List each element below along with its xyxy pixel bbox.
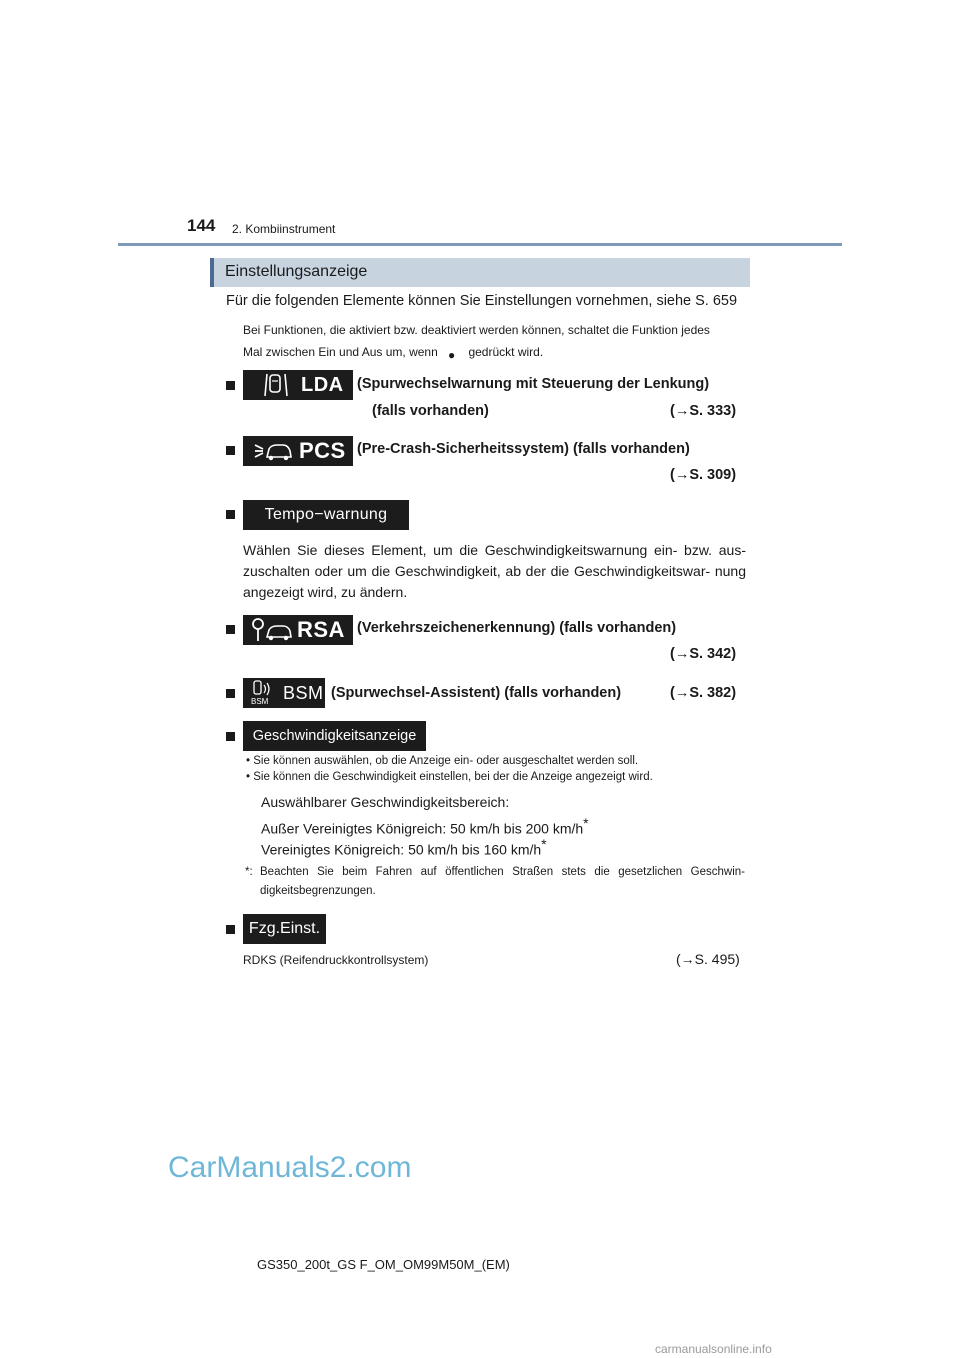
pcs-label: PCS: [299, 438, 346, 463]
lda-badge: [243, 370, 353, 400]
note-line-2: [243, 345, 543, 363]
vehicle-settings-badge: [243, 914, 326, 944]
pre-crash-icon: [253, 439, 293, 463]
note-line-1: Bei Funktionen, die aktiviert bzw. deaktiviert werden können, schaltet die Funktion jedes: [243, 323, 710, 337]
bsm-icon-label: BSM: [251, 697, 269, 706]
watermark-2: carmanualsonline.info: [655, 1342, 772, 1356]
footnote-marker: *:: [245, 866, 253, 878]
tempo-description: Wählen Sie dieses Element, um die Geschwindigkeitswarnung ein- bzw. aus- zuschalten oder um die Geschwindigkeit, ab der die Geschwindigkeitswar- nung angezeigt wird, zu ändern.: [243, 542, 746, 600]
rsa-text: (Verkehrszeichenerkennung) (falls vorhanden): [357, 620, 677, 636]
speed-footnote: [245, 863, 745, 901]
blind-spot-icon: [251, 679, 273, 707]
header-divider: [118, 243, 842, 246]
asterisk-2: *: [541, 836, 547, 852]
speed-display-bullet-1: • Sie können auswählen, ob die Anzeige ein- oder ausgeschaltet werden soll.: [246, 755, 639, 767]
pcs-badge: [243, 436, 353, 466]
lda-page-ref[interactable]: (→S. 333): [670, 403, 737, 419]
bsm-text: (Spurwechsel-Assistent) (falls vorhanden): [331, 685, 622, 701]
section-header: [210, 258, 750, 287]
bullet-vehicle-settings: [226, 925, 235, 934]
chapter-title: 2. Kombiinstrument: [232, 222, 336, 236]
bsm-badge: [243, 678, 325, 708]
bsm-label: BSM: [283, 682, 324, 703]
speed-range-outside-uk-text: Außer Vereinigtes Königreich: 50 km/h bis 200 km/h: [261, 820, 584, 837]
vehicle-settings-label: Fzg.Einst.: [248, 920, 321, 937]
bullet-pcs: [226, 446, 235, 455]
road-sign-icon: [251, 617, 293, 643]
vehicle-settings-sub-text: RDKS (Reifendruckkontrollsystem): [243, 953, 429, 967]
lda-text-line1: (Spurwechselwarnung mit Steuerung der Lenkung): [357, 376, 710, 392]
speed-range-outside-uk: [261, 815, 589, 837]
page-number: 144: [187, 216, 216, 235]
speed-range-uk-text: Vereinigtes Königreich: 50 km/h bis 160 km/h: [261, 841, 542, 858]
note-line-2-before: Mal zwischen Ein und Aus um, wenn: [243, 345, 438, 359]
lda-label: LDA: [301, 373, 344, 396]
enter-button-icon: ●: [447, 348, 456, 362]
note-line-2-after: gedrückt wird.: [468, 345, 544, 359]
watermark: CarManuals2.com: [168, 1151, 412, 1184]
lane-departure-icon: [263, 372, 289, 398]
bullet-speed-display: [226, 732, 235, 741]
asterisk-1: *: [583, 815, 589, 831]
rsa-page-ref[interactable]: (→S. 342): [670, 646, 737, 662]
bullet-lda: [226, 381, 235, 390]
rsa-label: RSA: [297, 617, 345, 642]
speed-range-uk: [261, 836, 547, 858]
speed-range-title: Auswählbarer Geschwindigkeitsbereich:: [261, 794, 510, 810]
rsa-badge: [243, 615, 353, 645]
speed-display-label: Geschwindigkeitsanzeige: [252, 728, 417, 744]
lda-text-line2: (falls vorhanden): [372, 403, 489, 419]
speed-display-bullet-2: • Sie können die Geschwindigkeit einstellen, bei der die Anzeige angezeigt wird.: [246, 771, 653, 783]
intro-text: Für die folgenden Elemente können Sie Einstellungen vornehmen, siehe S. 659: [226, 293, 738, 309]
bullet-rsa: [226, 625, 235, 634]
pcs-page-ref[interactable]: (→S. 309): [670, 467, 737, 483]
bullet-tempo: [226, 510, 235, 519]
pcs-text: (Pre-Crash-Sicherheitssystem) (falls vorhanden): [357, 441, 690, 457]
bullet-bsm: [226, 689, 235, 698]
section-title: Einstellungsanzeige: [225, 263, 368, 280]
footer-model-code: GS350_200t_GS F_OM_OM99M50M_(EM): [257, 1257, 510, 1272]
tempo-label: Tempo−warnung: [264, 506, 388, 523]
footnote-text: Beachten Sie beim Fahren auf öffentlichen Straßen stets die gesetzlichen Geschwin- digkeitsbegrenzungen.: [260, 866, 745, 897]
tempo-badge: [243, 500, 409, 530]
vehicle-settings-page-ref[interactable]: (→S. 495): [676, 951, 740, 967]
bsm-page-ref[interactable]: (→S. 382): [670, 685, 737, 701]
speed-display-badge: [243, 721, 426, 751]
